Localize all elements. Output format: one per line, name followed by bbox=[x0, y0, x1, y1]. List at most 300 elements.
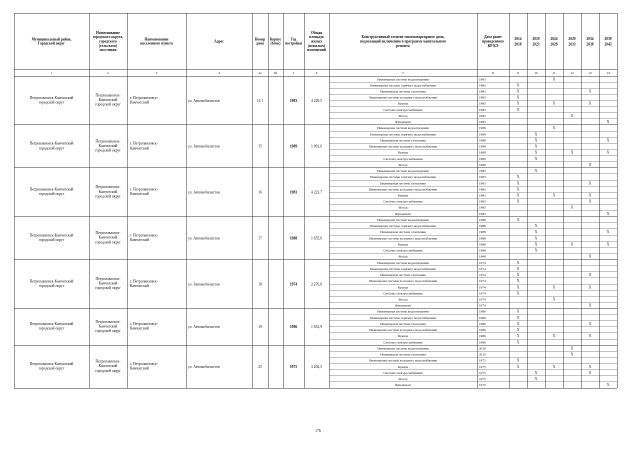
cell-last-repair: 1983 bbox=[479, 181, 486, 186]
repair-mark: X bbox=[588, 334, 592, 339]
repair-mark: X bbox=[516, 273, 520, 278]
repair-mark: X bbox=[606, 120, 610, 125]
cell-settlement: Петропавловск- bbox=[95, 277, 121, 282]
cell-element: Система электроснабжения bbox=[383, 199, 423, 204]
cell-locality: г. Петропавловск- bbox=[130, 322, 158, 327]
cell-last-repair: 1983 bbox=[479, 175, 486, 180]
cell-last-repair: 1975 bbox=[479, 370, 486, 375]
cell-element: Инженерная система водоотведения bbox=[377, 126, 429, 131]
header-last-repair: Дата ранее bbox=[484, 35, 502, 40]
cell-district: Петропавловск-Камчатский bbox=[29, 233, 74, 238]
header-area: жилых bbox=[310, 39, 323, 44]
cell-last-repair: 1988 bbox=[479, 254, 486, 259]
cell-last-repair: 1974 bbox=[479, 260, 486, 265]
cell-element: Система электроснабжения bbox=[383, 291, 423, 296]
repair-mark: X bbox=[552, 334, 556, 339]
cell-last-repair: 1986 bbox=[479, 309, 486, 314]
repair-mark: X bbox=[534, 242, 538, 247]
cell-element: Крыша bbox=[397, 334, 409, 339]
cell-district: городской округ bbox=[38, 366, 65, 371]
cell-locality: Камчатский bbox=[130, 146, 149, 151]
cell-element: Крыша bbox=[397, 193, 409, 198]
repair-mark: X bbox=[534, 370, 538, 375]
repair-mark: X bbox=[570, 346, 574, 351]
cell-settlement: городской округ bbox=[95, 286, 121, 291]
cell-last-repair: 1989 bbox=[479, 144, 486, 149]
repair-mark: X bbox=[570, 113, 574, 118]
cell-locality: Камчатский bbox=[130, 192, 149, 197]
repair-mark: X bbox=[516, 107, 520, 112]
repair-mark: X bbox=[516, 101, 520, 106]
cell-last-repair: 1983 bbox=[479, 169, 486, 174]
cell-element: Крыша bbox=[397, 101, 409, 106]
cell-district: Петропавловск-Камчатский bbox=[29, 141, 74, 146]
cell-last-repair: 2010 bbox=[479, 352, 486, 357]
cell-settlement: Петропавловск- bbox=[95, 139, 121, 144]
cell-locality: г. Петропавловск- bbox=[130, 95, 158, 100]
repair-mark: X bbox=[516, 266, 520, 271]
repair-mark: X bbox=[552, 77, 556, 82]
repair-mark: X bbox=[516, 83, 520, 88]
cell-settlement: Камчатский bbox=[98, 189, 118, 194]
cell-last-repair: 1974 bbox=[479, 285, 486, 290]
repair-mark: X bbox=[516, 199, 520, 204]
cell-last-repair: 1983 bbox=[479, 211, 486, 216]
cell-element: Инженерная система горячего водоснабжения bbox=[370, 132, 436, 137]
cell-element: Инженерная система холодного водоснабжения bbox=[369, 279, 437, 284]
cell-last-repair: 1983 bbox=[479, 89, 486, 94]
cell-element: Инженерная система водоотведения bbox=[377, 260, 429, 265]
repair-mark: X bbox=[534, 230, 538, 235]
cell-element: Фундамент bbox=[394, 303, 412, 308]
repair-mark: X bbox=[516, 309, 520, 314]
header-period: 2029 bbox=[568, 37, 576, 42]
header-area: площадь bbox=[309, 35, 324, 40]
cell-element: Фасад bbox=[398, 205, 408, 210]
repair-mark: X bbox=[516, 89, 520, 94]
repair-mark: X bbox=[516, 364, 520, 369]
repair-mark: X bbox=[588, 193, 592, 198]
column-number: 1 bbox=[50, 71, 53, 76]
repair-mark: X bbox=[516, 193, 520, 198]
repair-mark: X bbox=[552, 193, 556, 198]
repair-mark: X bbox=[588, 199, 592, 204]
cell-house-no: 17 bbox=[258, 236, 262, 241]
column-number: 2 bbox=[107, 71, 109, 76]
cell-element: Инженерная система отопления bbox=[380, 273, 426, 278]
column-number: 9 bbox=[517, 71, 519, 76]
repair-mark: X bbox=[534, 150, 538, 155]
cell-element: Инженерная система горячего водоснабжения bbox=[370, 315, 436, 320]
repair-mark: X bbox=[552, 285, 556, 290]
cell-last-repair: 1989 bbox=[479, 150, 486, 155]
cell-element: Система электроснабжения bbox=[383, 370, 423, 375]
repair-mark: X bbox=[516, 181, 520, 186]
page-number: 176 bbox=[315, 428, 321, 433]
header-element: Конструктивный элемент многоквартирного дома, bbox=[361, 35, 445, 40]
cell-last-repair: 1974 bbox=[479, 303, 486, 308]
cell-element: Система электроснабжения bbox=[383, 248, 423, 253]
cell-last-repair: 1974 bbox=[479, 266, 486, 271]
cell-element: Крыша bbox=[397, 150, 409, 155]
cell-last-repair: 1986 bbox=[479, 315, 486, 320]
repair-mark: X bbox=[570, 205, 574, 210]
column-number: 7 bbox=[402, 71, 404, 76]
cell-last-repair: 2010 bbox=[479, 346, 486, 351]
cell-settlement: городской округ bbox=[95, 148, 121, 153]
repair-mark: X bbox=[606, 242, 610, 247]
header-settlement: городского bbox=[99, 39, 117, 44]
cell-last-repair: 1986 bbox=[479, 340, 486, 345]
cell-house-no: 18 bbox=[258, 282, 262, 287]
cell-built-year: 1983 bbox=[289, 190, 298, 195]
header-period: 2034 bbox=[586, 37, 594, 42]
cell-last-repair: 1986 bbox=[479, 334, 486, 339]
column-number: 6 bbox=[315, 71, 318, 76]
cell-locality: Камчатский bbox=[130, 283, 149, 288]
repair-mark: X bbox=[588, 370, 592, 375]
cell-locality: г. Петропавловск- bbox=[130, 279, 158, 284]
cell-locality: г. Петропавловск- bbox=[130, 141, 158, 146]
cell-element: Система электроснабжения bbox=[383, 156, 423, 161]
column-number: 5 bbox=[292, 71, 295, 76]
cell-element: Инженерная система водоотведения bbox=[377, 217, 429, 222]
repair-mark: X bbox=[588, 321, 592, 326]
repair-mark: X bbox=[516, 175, 520, 180]
cell-last-repair: 1983 bbox=[479, 205, 486, 210]
cell-area: 3 204,5 bbox=[310, 364, 323, 369]
cell-last-repair: 1983 bbox=[479, 120, 486, 125]
cell-element: Инженерная система отопления bbox=[380, 89, 426, 94]
cell-area: 4 223,7 bbox=[310, 190, 323, 195]
repair-mark: X bbox=[516, 328, 520, 333]
cell-area: 2 276,6 bbox=[310, 282, 323, 287]
cell-district: городской округ bbox=[38, 283, 65, 288]
cell-element: Инженерная система горячего водоснабжения bbox=[370, 175, 436, 180]
cell-element: Инженерная система водоотведения bbox=[377, 77, 429, 82]
column-number: 13 bbox=[588, 71, 592, 76]
cell-settlement: Петропавловск- bbox=[95, 319, 121, 324]
cell-last-repair: 1988 bbox=[479, 230, 486, 235]
header-house-no: Номер bbox=[254, 37, 266, 42]
cell-last-repair: 1974 bbox=[479, 273, 486, 278]
cell-element: Крыша bbox=[397, 242, 409, 247]
cell-element: Инженерная система холодного водоснабжения bbox=[369, 358, 437, 363]
cell-settlement: Камчатский bbox=[98, 235, 118, 240]
column-number: 10 bbox=[534, 71, 538, 76]
repair-mark: X bbox=[606, 211, 610, 216]
cell-house-no: 25 bbox=[258, 364, 262, 369]
header-last-repair: проведенного bbox=[482, 39, 504, 44]
cell-element: Фасад bbox=[398, 113, 408, 118]
header-period: 2039 bbox=[604, 37, 612, 42]
cell-last-repair: 1975 bbox=[479, 377, 486, 382]
cell-last-repair: 1974 bbox=[479, 291, 486, 296]
cell-district: Петропавловск-Камчатский bbox=[29, 95, 74, 100]
cell-last-repair: 1989 bbox=[479, 126, 486, 131]
cell-locality: Камчатский bbox=[130, 326, 149, 331]
cell-settlement: городской округ bbox=[95, 368, 121, 373]
cell-element: Инженерная система холодного водоснабжения bbox=[369, 187, 437, 192]
header-period: 2014 bbox=[514, 37, 522, 42]
repair-mark: X bbox=[588, 162, 592, 167]
header-building: (блок) bbox=[270, 41, 281, 46]
cell-last-repair: 1975 bbox=[479, 383, 486, 388]
cell-last-repair: 1974 bbox=[479, 297, 486, 302]
cell-last-repair: 1989 bbox=[479, 132, 486, 137]
cell-district: городской округ bbox=[38, 192, 65, 197]
cell-element: Инженерная система водоотведения bbox=[377, 309, 429, 314]
cell-district: Петропавловск-Камчатский bbox=[29, 322, 74, 327]
cell-settlement: Камчатский bbox=[98, 281, 118, 286]
cell-district: Петропавловск-Камчатский bbox=[29, 187, 74, 192]
cell-last-repair: 1988 bbox=[479, 248, 486, 253]
cell-last-repair: 1983 bbox=[479, 199, 486, 204]
cell-element: Крыша bbox=[397, 364, 409, 369]
cell-last-repair: 1988 bbox=[479, 217, 486, 222]
header-area: Общая bbox=[310, 30, 323, 35]
cell-element: Система электроснабжения bbox=[383, 107, 423, 112]
cell-built-year: 1983 bbox=[289, 98, 298, 103]
cell-last-repair: 1975 bbox=[479, 358, 486, 363]
header-element: ремонта bbox=[396, 43, 410, 48]
repair-mark: X bbox=[588, 254, 592, 259]
cell-locality: Камчатский bbox=[130, 366, 149, 371]
header-settlement: поселения bbox=[99, 48, 117, 53]
cell-district: Петропавловск-Камчатский bbox=[29, 361, 74, 366]
repair-mark: X bbox=[516, 340, 520, 345]
repair-mark: X bbox=[606, 230, 610, 235]
repair-mark: X bbox=[552, 126, 556, 131]
repair-mark: X bbox=[588, 285, 592, 290]
cell-settlement: Камчатский bbox=[98, 364, 118, 369]
repair-mark: X bbox=[588, 364, 592, 369]
cell-address: ул. Автомобилистов bbox=[188, 190, 220, 195]
cell-last-repair: 1975 bbox=[479, 364, 486, 369]
repair-mark: X bbox=[588, 273, 592, 278]
cell-element: Инженерная система водоотведения bbox=[377, 346, 429, 351]
cell-built-year: 1986 bbox=[289, 325, 298, 330]
cell-element: Система электроснабжения bbox=[383, 340, 423, 345]
cell-element: Инженерная система холодного водоснабжения bbox=[369, 236, 437, 241]
cell-last-repair: 1983 bbox=[479, 193, 486, 198]
cell-last-repair: 1983 bbox=[479, 101, 486, 106]
repair-mark: X bbox=[516, 217, 520, 222]
repair-mark: X bbox=[570, 352, 574, 357]
repair-mark: X bbox=[534, 138, 538, 143]
repair-mark: X bbox=[516, 279, 520, 284]
column-number: 4а bbox=[258, 71, 262, 76]
header-element: подлежащий включению в программу капитального bbox=[359, 39, 447, 44]
repair-mark: X bbox=[588, 89, 592, 94]
header-built-year: Год bbox=[290, 37, 297, 42]
cell-element: Крыша bbox=[397, 285, 409, 290]
header-settlement: (сельского) bbox=[98, 43, 118, 48]
cell-settlement: Камчатский bbox=[98, 143, 118, 148]
cell-built-year: 1988 bbox=[289, 236, 298, 241]
header-district: Городской округ bbox=[38, 41, 65, 46]
cell-locality: Камчатский bbox=[130, 100, 149, 105]
cell-last-repair: 1983 bbox=[479, 187, 486, 192]
cell-built-year: 1989 bbox=[289, 144, 298, 149]
repair-mark: X bbox=[516, 260, 520, 265]
cell-district: городской округ bbox=[38, 238, 65, 243]
cell-area: 1 655,0 bbox=[310, 236, 323, 241]
header-period: 2028 bbox=[550, 42, 558, 47]
repair-mark: X bbox=[534, 236, 538, 241]
cell-element: Инженерная система холодного водоснабжения bbox=[369, 144, 437, 149]
cell-last-repair: 1983 bbox=[479, 113, 486, 118]
cell-element: Фасад bbox=[398, 297, 408, 302]
column-number: 4б bbox=[273, 71, 278, 76]
repair-mark: X bbox=[552, 364, 556, 369]
column-number: 14 bbox=[606, 71, 610, 76]
header-settlement: Наименование bbox=[96, 30, 120, 35]
cell-district: городской округ bbox=[38, 326, 65, 331]
cell-last-repair: 1989 bbox=[479, 156, 486, 161]
cell-settlement: Петропавловск- bbox=[95, 185, 121, 190]
cell-locality: г. Петропавловск- bbox=[130, 361, 158, 366]
repair-mark: X bbox=[588, 303, 592, 308]
header-address: Адрес bbox=[214, 39, 224, 44]
cell-last-repair: 1986 bbox=[479, 321, 486, 326]
cell-element: Фундамент bbox=[394, 211, 412, 216]
cell-address: ул. Автомобилистов bbox=[188, 364, 220, 369]
column-number: 4 bbox=[218, 71, 220, 76]
header-period: 2024 bbox=[550, 37, 558, 42]
cell-element: Фасад bbox=[398, 254, 408, 259]
cell-locality: г. Петропавловск- bbox=[130, 233, 158, 238]
cell-element: Фундамент bbox=[394, 383, 412, 388]
cell-address: ул. Автомобилистов bbox=[188, 144, 220, 149]
header-period: 2019 bbox=[532, 37, 540, 42]
header-last-repair: КР КЭ bbox=[487, 43, 499, 48]
cell-house-no: 19 bbox=[258, 325, 262, 330]
cell-district: городской округ bbox=[38, 100, 65, 105]
cell-last-repair: 1988 bbox=[479, 236, 486, 241]
header-area: помещений bbox=[307, 48, 326, 53]
cell-locality: г. Петропавловск- bbox=[130, 187, 158, 192]
cell-last-repair: 1983 bbox=[479, 95, 486, 100]
cell-settlement: городской округ bbox=[95, 329, 121, 334]
cell-element: Инженерная система горячего водоснабжения bbox=[370, 83, 436, 88]
cell-settlement: Петропавловск- bbox=[95, 231, 121, 236]
cell-district: городской округ bbox=[38, 146, 65, 151]
cell-address: ул. Автомобилистов bbox=[188, 325, 220, 330]
repair-mark: X bbox=[606, 150, 610, 155]
cell-element: Инженерная система водоотведения bbox=[377, 169, 429, 174]
cell-last-repair: 1983 bbox=[479, 107, 486, 112]
cell-element: Инженерная система отопления bbox=[380, 321, 426, 326]
repair-mark: X bbox=[606, 138, 610, 143]
repair-mark: X bbox=[552, 101, 556, 106]
cell-element: Инженерная система горячего водоснабжения bbox=[370, 266, 436, 271]
cell-settlement: Камчатский bbox=[98, 324, 118, 329]
header-period: 2038 bbox=[586, 42, 594, 47]
cell-area: 1 652,9 bbox=[310, 325, 323, 330]
repair-mark: X bbox=[534, 377, 538, 382]
header-period: 2033 bbox=[568, 42, 576, 47]
repair-mark: X bbox=[534, 169, 538, 174]
repair-mark: X bbox=[534, 224, 538, 229]
cell-locality: Камчатский bbox=[130, 238, 149, 243]
cell-address: ул. Автомобилистов bbox=[188, 282, 220, 287]
cell-area: 4 229,5 bbox=[310, 98, 323, 103]
cell-address: ул. Автомобилистов bbox=[188, 98, 220, 103]
cell-element: Инженерная система горячего водоснабжения bbox=[370, 224, 436, 229]
cell-house-no: 16 bbox=[258, 190, 262, 195]
cell-settlement: Петропавловск- bbox=[95, 359, 121, 364]
cell-last-repair: 1988 bbox=[479, 224, 486, 229]
cell-built-year: 1974 bbox=[289, 282, 298, 287]
column-number: 8 bbox=[492, 71, 494, 76]
cell-settlement: городской округ bbox=[95, 194, 121, 199]
cell-last-repair: 1989 bbox=[479, 138, 486, 143]
cell-element: Инженерная система отопления bbox=[380, 181, 426, 186]
header-building: Корпус bbox=[269, 37, 282, 42]
column-number: 12 bbox=[570, 71, 574, 76]
header-house-no: дома bbox=[256, 41, 264, 46]
repair-mark: X bbox=[516, 187, 520, 192]
cell-last-repair: 1974 bbox=[479, 279, 486, 284]
header-settlement: городского округа, bbox=[92, 35, 124, 40]
repair-mark: X bbox=[534, 248, 538, 253]
repair-mark: X bbox=[516, 321, 520, 326]
repair-mark: X bbox=[606, 383, 610, 388]
column-number: 3 bbox=[155, 71, 158, 76]
cell-area: 1 091,6 bbox=[310, 144, 323, 149]
repair-mark: X bbox=[516, 358, 520, 363]
header-locality: населенного пункта bbox=[140, 41, 173, 46]
cell-settlement: Камчатский bbox=[98, 98, 118, 103]
cell-address: ул. Автомобилистов bbox=[188, 236, 220, 241]
cell-element: Инженерная система отопления bbox=[380, 230, 426, 235]
cell-house-no: 15 bbox=[258, 144, 262, 149]
cell-last-repair: 1986 bbox=[479, 328, 486, 333]
repair-mark: X bbox=[588, 181, 592, 186]
cell-house-no: 14 1 bbox=[256, 98, 264, 103]
repair-mark: X bbox=[552, 297, 556, 302]
cell-last-repair: 1983 bbox=[479, 77, 486, 82]
cell-element: Инженерная система холодного водоснабжения bbox=[369, 95, 437, 100]
repair-mark: X bbox=[516, 291, 520, 296]
repair-mark: X bbox=[516, 285, 520, 290]
repair-mark: X bbox=[516, 315, 520, 320]
header-period: 2043 bbox=[604, 42, 612, 47]
header-built-year: постройки bbox=[284, 41, 303, 46]
repair-mark: X bbox=[534, 132, 538, 137]
cell-element: Фасад bbox=[398, 377, 408, 382]
column-number: 11 bbox=[552, 71, 556, 76]
cell-element: Инженерная система отопления bbox=[380, 352, 426, 357]
header-area: (нежилых) bbox=[307, 43, 326, 48]
header-district: Муниципальный район, bbox=[31, 37, 72, 42]
cell-last-repair: 1988 bbox=[479, 242, 486, 247]
cell-element: Инженерная система холодного водоснабжения bbox=[369, 328, 437, 333]
cell-element: Фасад bbox=[398, 162, 408, 167]
header-locality: Наименование bbox=[144, 37, 169, 42]
cell-settlement: городской округ bbox=[95, 102, 121, 107]
repair-mark: X bbox=[588, 101, 592, 106]
repair-mark: X bbox=[534, 156, 538, 161]
cell-last-repair: 1989 bbox=[479, 162, 486, 167]
cell-last-repair: 1983 bbox=[479, 83, 486, 88]
cell-settlement: городской округ bbox=[95, 240, 121, 245]
cell-district: Петропавловск-Камчатский bbox=[29, 279, 74, 284]
repair-mark: X bbox=[534, 144, 538, 149]
header-period: 2018 bbox=[514, 42, 522, 47]
cell-element: Инженерная система отопления bbox=[380, 138, 426, 143]
